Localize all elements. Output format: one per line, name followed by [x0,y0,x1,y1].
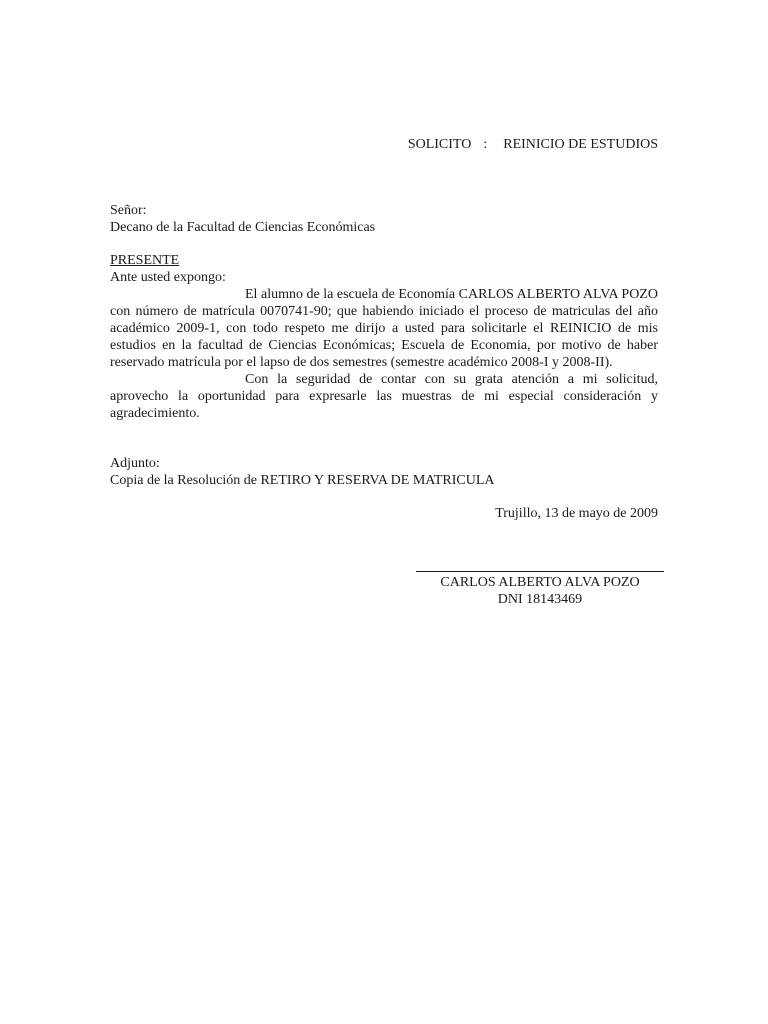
attachment-label: Adjunto: [110,456,160,471]
salutation: Señor: [110,203,147,218]
letter-body [110,252,658,422]
subject-text: REINICIO DE ESTUDIOS [503,137,658,152]
addressee-block [110,202,375,236]
attachment-block [110,455,658,489]
subject-separator: : [483,137,488,152]
subject-line [408,136,658,153]
body-paragraph-2: Con la seguridad de contar con su grata atención a mi solicitud, aprovecho la oportunidad para expresarle las muestras de mi especial consideración y agradecimiento. [110,372,658,421]
signature-id: DNI 18143469 [497,592,583,607]
place-date: Trujillo, 13 de mayo de 2009 [495,506,658,521]
recipient: Decano de la Facultad de Ciencias Económicas [110,220,376,235]
body-paragraph-1: El alumno de la escuela de Economía CARLOS ALBERTO ALVA POZO con número de matrícula 0070741-90; que habiendo iniciado el proceso de matriculas del año académico 2009-1, con todo respeto me dirijo a usted para solicitarle el REINICIO de mis estudios en la facultad de Ciencias Económicas; Escuela de Economia, por motivo de haber reservado matrícula por el lapso de dos semestres (semestre académico 2008-I y 2008-II). [110,287,658,370]
attachment-item: Copia de la Resolución de RETIRO Y RESERVA DE MATRICULA [110,473,495,488]
presente-heading: PRESENTE [110,253,180,268]
signature-name: CARLOS ALBERTO ALVA POZO [440,575,640,590]
signature-block [416,571,664,608]
intro-line: Ante usted expongo: [110,270,226,285]
subject-label: SOLICITO [407,137,472,152]
signature-line [416,571,664,572]
